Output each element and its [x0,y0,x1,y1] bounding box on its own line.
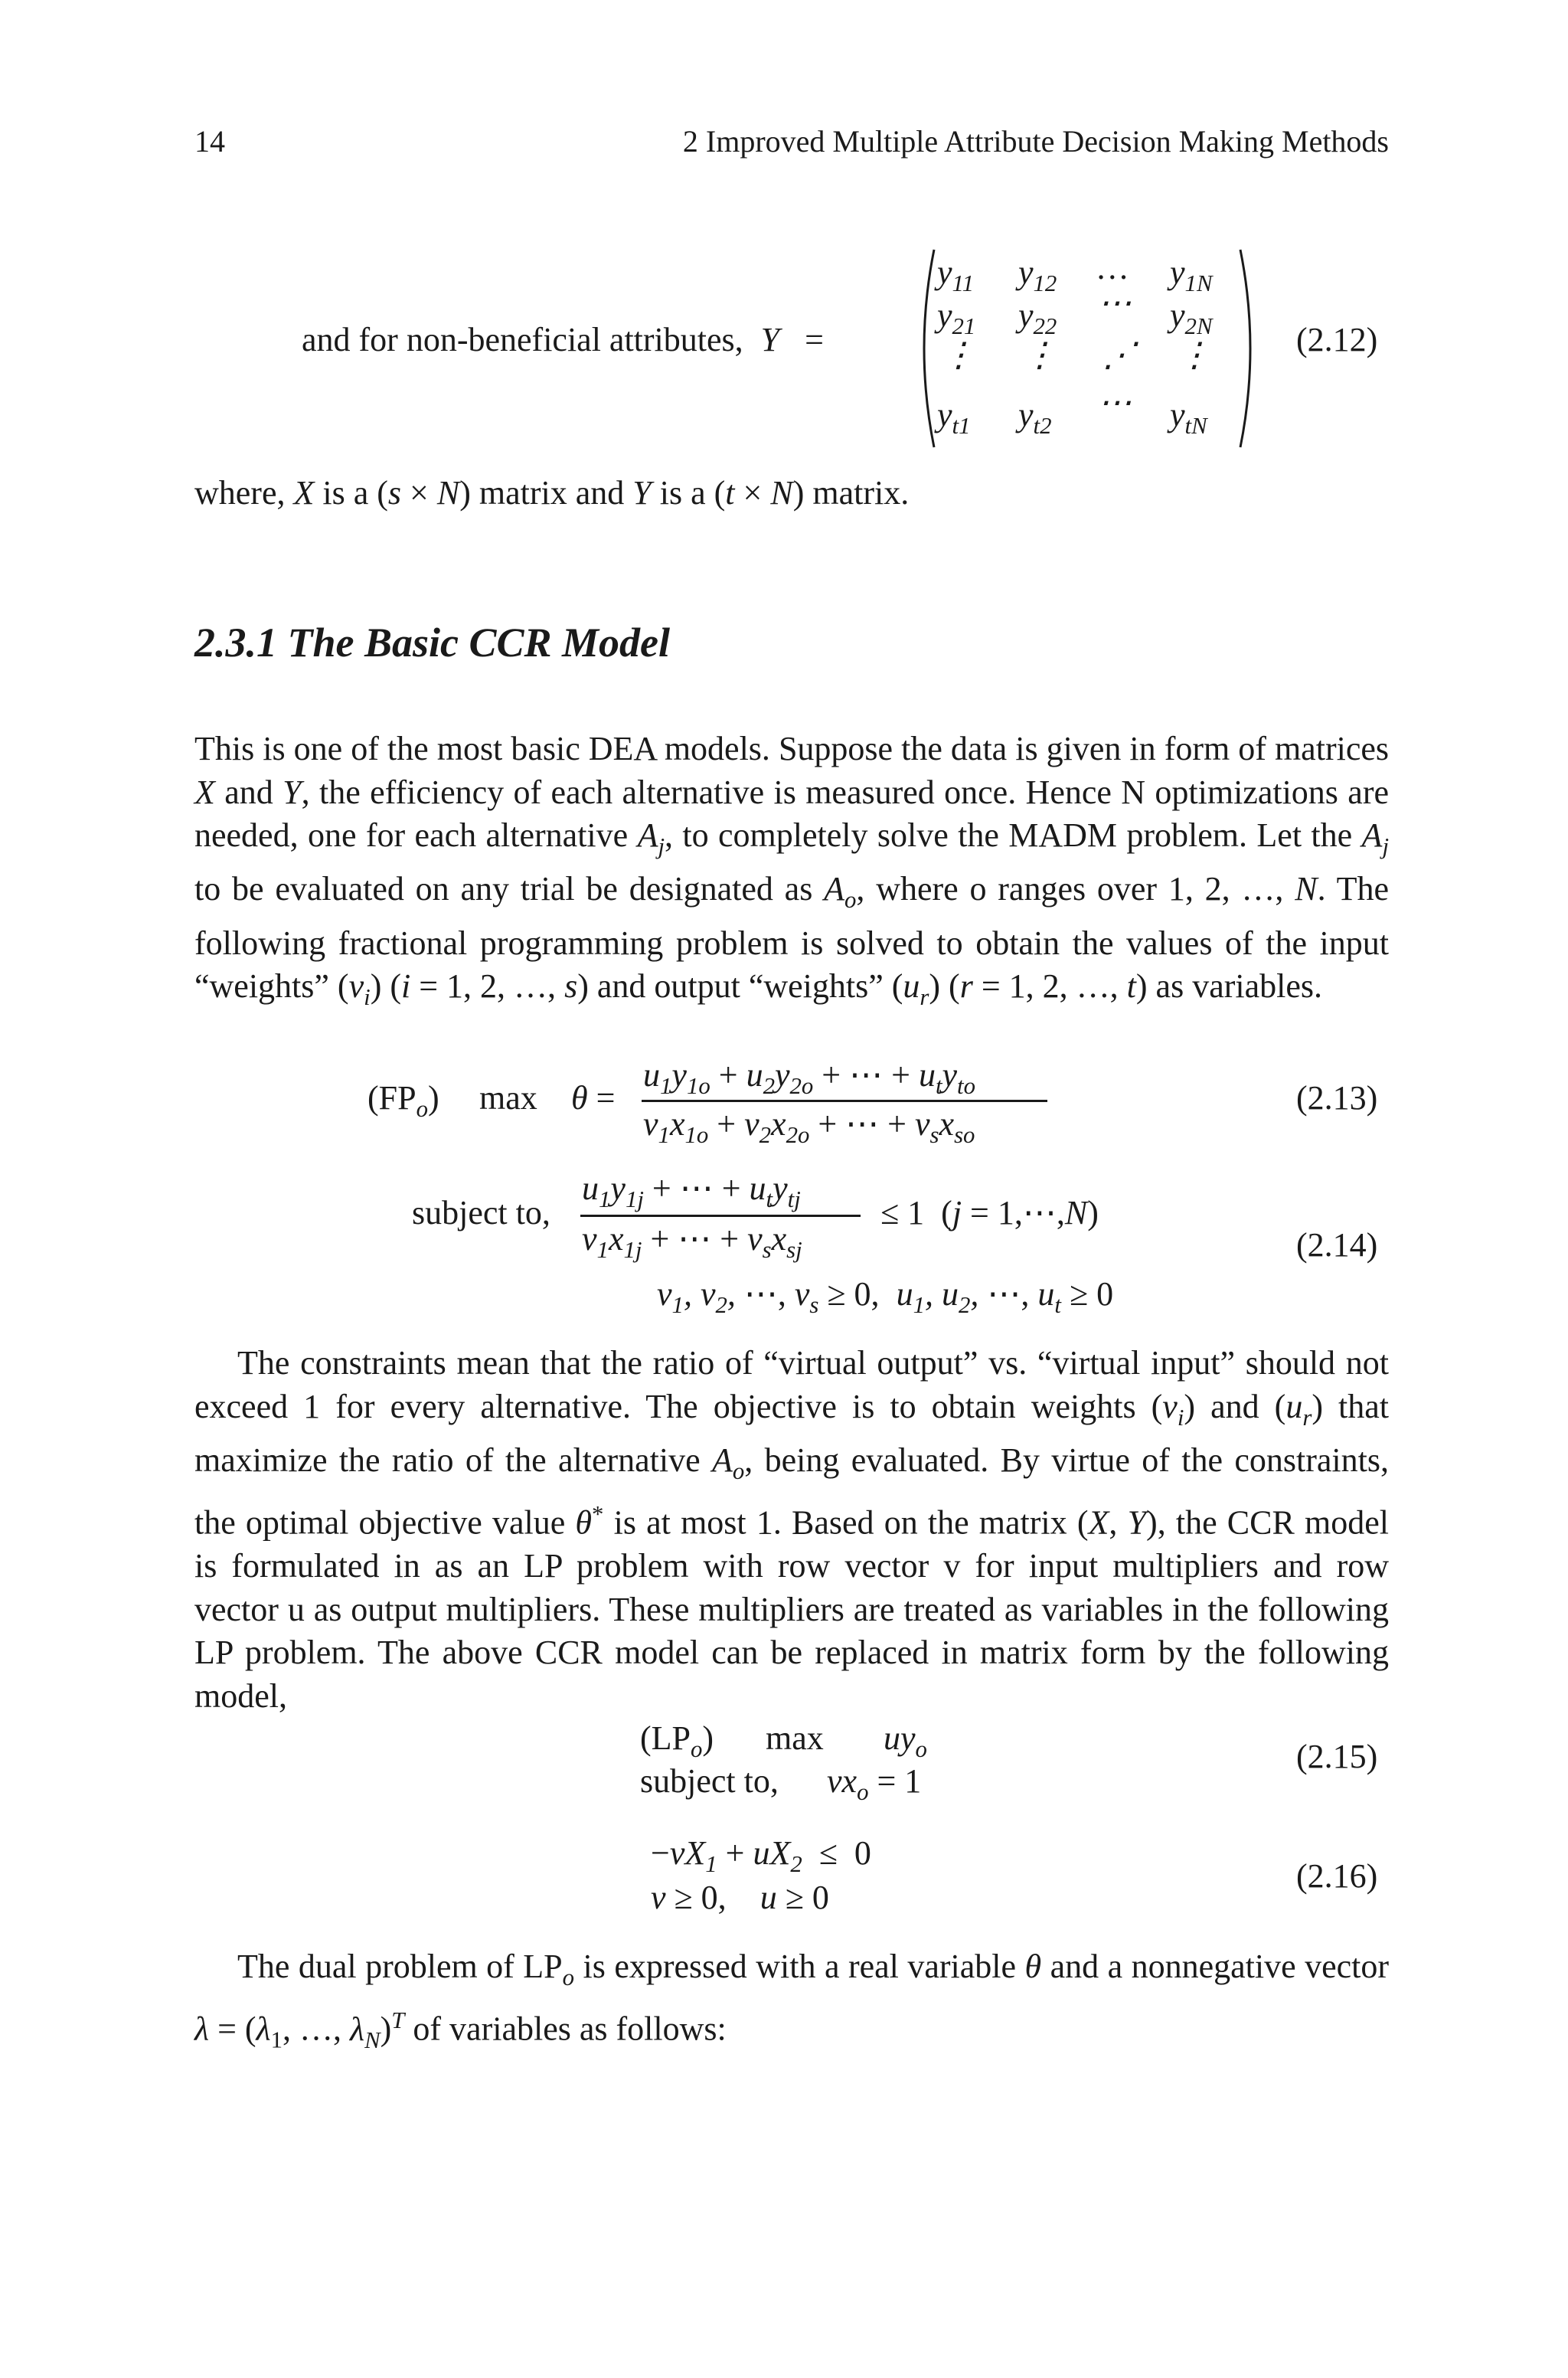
eq-2-13-label: $(FP_o)$ [368,1079,439,1122]
equation-number: (2.15) [1296,1738,1378,1775]
eq-2-13-numerator: $u_1y_{1o} + u_2y_{2o}$ + ⋯ + $u_ty_{to}$ [643,1056,975,1099]
eq-2-14-numerator: $u_1y_{1j}$ + ⋯ + $u_ty_{tj}$ [582,1169,801,1212]
running-title: 2 Improved Multiple Attribute Decision Making Methods [682,124,1389,159]
matrix-y [911,247,1263,450]
eq-2-13-op: max [479,1079,537,1117]
where-text: where, X is a (s × N) matrix and Y is a (t × N) matrix. [194,474,910,512]
eq-2-15-obj: $uy_o$ [884,1719,927,1762]
eq-2-15-label: $(LP_o)$ [640,1719,714,1762]
eq-2-12-equals: = [805,321,824,358]
matrix-cell: ⋰ [1102,336,1136,374]
left-paren [911,247,937,450]
matrix-cell: $y_{tN}$ [1170,396,1207,439]
eq-2-14-fraction-bar [580,1215,861,1217]
matrix-cell: ⋮ [942,336,975,374]
equation-2-12 [302,320,824,359]
matrix-cell: $y_{t2}$ [1018,396,1052,439]
eq-2-14-denominator: $v_1x_{1j}$ + ⋯ + $v_sx_{sj}$ [582,1220,802,1263]
equation-number: (2.16) [1296,1857,1378,1895]
matrix-cell: $y_{22}$ [1018,296,1057,339]
eq-2-15-op: max [766,1719,824,1757]
matrix-cell: $y_{11}$ [937,254,975,296]
matrix-cell: $y_{2N}$ [1170,296,1213,339]
matrix-cell: $y_{12}$ [1018,254,1057,296]
matrix-cell: $y_{t1}$ [937,396,971,439]
page-number: 14 [194,124,225,159]
eq-2-13-theta: θ = [571,1079,616,1117]
eq-2-13-denominator: $v_1x_{1o} + v_2x_{2o}$ + ⋯ + $v_sx_{so}$ [643,1105,975,1148]
equation-number: (2.13) [1296,1079,1378,1117]
paragraph-3: The dual problem of $LP_o$ is expressed with a real variable θ and a nonnegative vector $\lambda = (\lambda_1$, …, $\lambda_N)^T$ of variables as follows: [194,1948,1390,2053]
matrix-cell: ⋯ [1098,384,1132,421]
eq-2-15-lead: subject to, [640,1762,779,1800]
matrix-cell: ⋮ [1023,336,1057,374]
matrix-cell: $y_{21}$ [937,296,976,339]
eq-2-14-nonneg: $v_1$, $v_2$, ⋯, $v_s \ge 0$, $u_1$, $u_2$, ⋯, $u_t \ge 0$ [657,1275,1114,1318]
paragraph-1: This is one of the most basic DEA models. Suppose the data is given in form of matrices X and Y, the efficiency of each alternative is measured once. Hence N optimizations are needed, one for each alternative $A_j$, to completely solve the MADM problem. Let the $A_j$ to be evaluated on any trial be designated as $A_o$, where o ranges over 1, 2, …, N. The following fractional programming problem is solved to obtain the values of the input “weights” $(v_i) (i = 1$, 2, …, s) and output “weights” $(u_r) (r = 1$, 2, …, t) as variables. [194,730,1389,1010]
matrix-cell: $y_{1N}$ [1170,254,1213,296]
eq-2-16-line1: $-vX_1 + uX_2 \le 0$ [651,1834,871,1877]
matrix-cell: ⋯ [1098,284,1132,322]
eq-2-12-lead-text: and for non-beneficial attributes, [302,321,743,358]
eq-2-16-line2: v ≥ 0, u ≥ 0 [651,1879,829,1916]
matrix-cell: ⋮ [1178,336,1211,374]
equation-number: (2.14) [1296,1226,1378,1264]
eq-2-15-constraint: $vx_o = 1$ [827,1762,922,1805]
eq-2-14-rhs: ≤ 1 (j = 1,⋯,N) [880,1194,1099,1232]
eq-2-14-lead: subject to, [412,1194,550,1232]
section-title: 2.3.1 The Basic CCR Model [194,620,671,666]
paragraph-2: The constraints mean that the ratio of “virtual output” vs. “virtual input” should not exceed 1 for every alternative. The objective is to obtain weights $(v_i)$ and $(u_r)$ that maximize the ratio of the alternative $A_o$, being evaluated. By virtue of the constraints, the optimal objective value θ* is at most 1. Based on the matrix (X, Y), the CCR model is formulated in as an LP problem with row vector v for input multipliers and row vector u as output multipliers. These multipliers are treated as variables in the following LP problem. The above CCR model can be replaced in matrix form by the following model, [194,1344,1389,1715]
equation-number: (2.12) [1296,321,1378,358]
matrix-cell: … [1098,249,1129,286]
eq-2-13-fraction-bar [642,1100,1047,1102]
eq-2-12-var: Y [760,321,780,358]
right-paren [1237,247,1263,450]
